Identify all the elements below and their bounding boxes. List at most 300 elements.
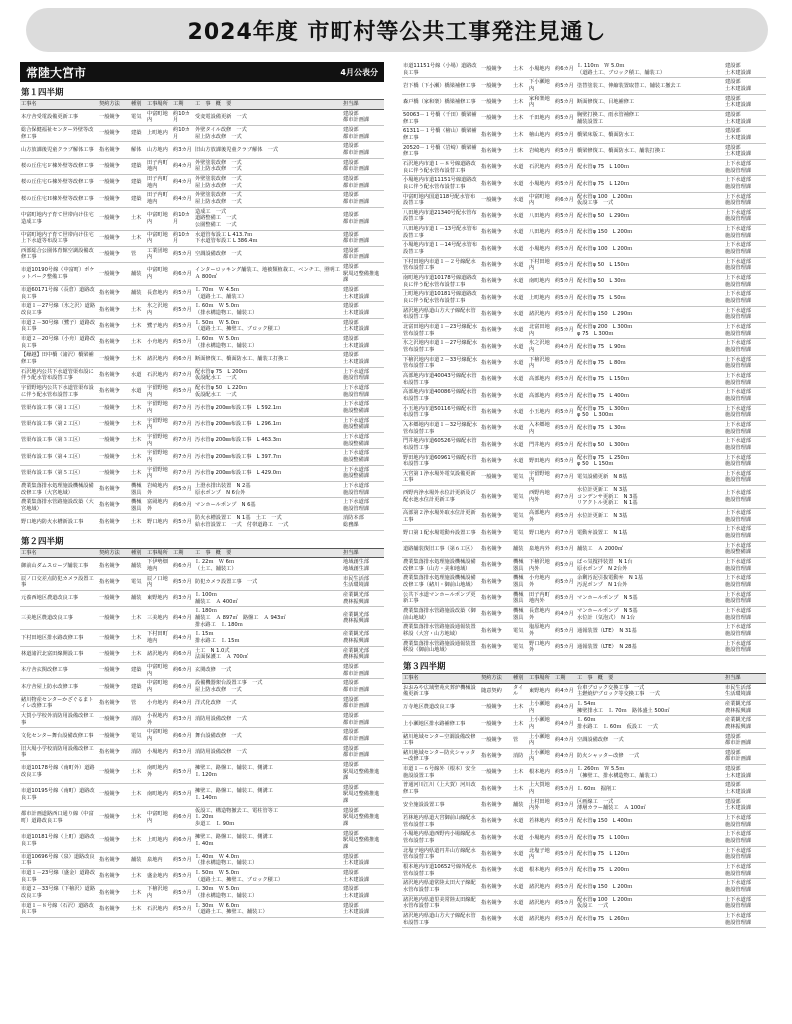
work-period-cell: 約6カ月: [172, 806, 194, 829]
department-cell: 建設部 土木建設課: [724, 62, 766, 78]
work-type-cell: 水道: [512, 371, 528, 387]
table-row: [402, 176, 766, 192]
work-name-cell: 文化センター舞台設備改修工事: [20, 728, 98, 744]
work-name-cell: 本庁舎受電設備更新工事: [20, 109, 98, 125]
contract-method-cell: 一般競争: [98, 432, 130, 448]
work-summary-cell: 防火水槽設置工 N 1基 土工 一式 給水管設置工 一式 付帯道路工 一式: [194, 514, 342, 530]
contract-method-cell: 指名競争: [98, 885, 130, 901]
work-summary-cell: 外壁タイル改修 一式 屋上防水改修 一式: [194, 125, 342, 141]
work-type-cell: 水道: [512, 306, 528, 322]
work-period-cell: 約3カ月: [172, 591, 194, 607]
column-header: 工事名: [20, 100, 98, 110]
work-type-cell: 水道: [512, 323, 528, 339]
work-name-cell: 管渠布設工事（第２工区）: [20, 416, 98, 432]
work-name-cell: 緒川地域センター防火シャッター改修工事: [402, 748, 480, 764]
work-name-cell: 農業集落排水管路施設改築（御前山地域）: [402, 606, 480, 622]
table-row: [20, 662, 384, 678]
column-header: 担当課: [342, 100, 384, 110]
work-summary-cell: 配水管φ 75 L 90ｍ: [576, 339, 724, 355]
work-period-cell: 約5カ月: [172, 869, 194, 885]
work-name-cell: 市道10181号線（上町）道路改良工事: [20, 829, 98, 852]
work-location-cell: 野口地内: [146, 514, 172, 530]
work-summary-cell: 配水管φ 100 L 200ｍ 仮設工事 一式: [576, 192, 724, 208]
work-name-cell: 南町地内市道10178号線道路改良に伴う配水管布設替工事: [402, 274, 480, 290]
work-period-cell: 約4カ月: [554, 748, 576, 764]
work-period-cell: 約3カ月: [554, 797, 576, 813]
contract-method-cell: 一般競争: [98, 400, 130, 416]
table-row: [402, 590, 766, 606]
work-type-cell: 土木: [130, 806, 146, 829]
work-location-cell: 辰ノ口地内: [146, 574, 172, 590]
table-row: [402, 371, 766, 387]
work-name-cell: 高部地内市道40043号線配水管布設替工事: [402, 371, 480, 387]
contract-method-cell: 一般競争: [98, 351, 130, 367]
table-row: [402, 683, 766, 699]
column-header: 工事名: [402, 673, 480, 683]
table-row: [402, 846, 766, 862]
work-name-cell: 小場地内県道西野内小場線配水管布設替工事: [402, 830, 480, 846]
work-location-cell: 宇留野地内: [146, 432, 172, 448]
contract-method-cell: 指名競争: [480, 453, 512, 469]
work-period-cell: 約5カ月: [554, 574, 576, 590]
work-summary-cell: 設備機器架台設置工事 一式 屋上防水改修 一式: [194, 679, 342, 695]
work-period-cell: 約7カ月: [172, 416, 194, 432]
work-location-cell: 諸沢地内: [528, 895, 554, 911]
table-row: [20, 885, 384, 901]
work-summary-cell: Ｌ 30ｍ Ｗ 6.0ｍ （道路土工、擁壁工、舗装工）: [194, 901, 342, 917]
department-cell: 上下水道部 施設管理課: [724, 863, 766, 879]
work-name-cell: 西部総合公園体育館空調設備改修工事: [20, 246, 98, 262]
work-type-cell: 土木: [130, 514, 146, 530]
work-summary-cell: 電気設備更新 N 8基: [576, 469, 724, 485]
department-cell: 建設部 都市計画課: [342, 230, 384, 246]
department-cell: 上下水道部 施設管理課: [724, 420, 766, 436]
table-row: [402, 257, 766, 273]
work-name-cell: 山方放課後児童クラブ解体工事: [20, 142, 98, 158]
work-period-cell: 約5カ月: [554, 78, 576, 94]
work-period-cell: 約7カ月: [172, 400, 194, 416]
table-row: [20, 432, 384, 448]
work-location-cell: 上小瀬地内: [528, 699, 554, 715]
work-summary-cell: 橋梁床版工、橋面防水工: [576, 127, 724, 143]
work-name-cell: 野口第１配水場電動弁設置工事: [402, 525, 480, 541]
contract-method-cell: 一般競争: [480, 78, 512, 94]
work-location-cell: 氷之沢地内: [528, 339, 554, 355]
work-type-cell: 土木: [512, 699, 528, 715]
department-cell: 上下水道部 施設管理課: [724, 208, 766, 224]
work-location-cell: 中富町地内: [146, 728, 172, 744]
work-period-cell: 約5カ月: [554, 911, 576, 927]
work-summary-cell: 防火シャッター改修 一式: [576, 748, 724, 764]
department-cell: 上下水道部 施設管理課: [724, 639, 766, 655]
department-cell: 上下水道部 施設管理課: [724, 192, 766, 208]
work-name-cell: 管渠布設工事（第３工区）: [20, 432, 98, 448]
work-period-cell: 約7カ月: [172, 465, 194, 481]
work-summary-cell: 配水管φ 75 L 400ｍ: [576, 388, 724, 404]
department-cell: 上下水道部 施設管理課: [724, 911, 766, 927]
work-location-cell: 諸沢地内: [528, 306, 554, 322]
work-location-cell: 宇留野地内: [146, 416, 172, 432]
work-period-cell: 約5カ月: [554, 623, 576, 639]
table-row: [20, 760, 384, 783]
work-period-cell: 約5カ月: [554, 781, 576, 797]
work-name-cell: 市道１－６号線外（根本）安全施設設置工事: [402, 765, 480, 781]
work-name-cell: 20520－１号橋（岩崎）橋梁補修工事: [402, 143, 480, 159]
work-period-cell: 約7カ月: [172, 432, 194, 448]
table-row: [20, 286, 384, 302]
work-period-cell: 約5カ月: [554, 241, 576, 257]
work-name-cell: 北塩子地内県道円井山方線配水管布設替工事: [402, 846, 480, 862]
department-cell: 産業観光部 農林振興課: [342, 591, 384, 607]
work-location-cell: 中富町地内: [528, 192, 554, 208]
work-location-cell: 東野地内: [528, 683, 554, 699]
contract-method-cell: 指名競争: [98, 142, 130, 158]
work-location-cell: 中富町地内: [146, 806, 172, 829]
table-row: [20, 695, 384, 711]
department-cell: 産業観光部 農林振興課: [342, 646, 384, 662]
work-name-cell: 大賀小学校外消防用設備改修工事: [20, 711, 98, 727]
work-period-cell: 約5カ月: [554, 558, 576, 574]
work-summary-cell: 区画線工 一式 薄層カラー舗装工 Ａ 100㎡: [576, 797, 724, 813]
work-name-cell: 本庁舎屋上防水改修工事: [20, 679, 98, 695]
department-cell: 建設部 都市計画課: [342, 695, 384, 711]
contract-method-cell: 指名競争: [480, 437, 512, 453]
works-table: [20, 548, 384, 918]
table-row: [402, 192, 766, 208]
work-type-cell: 土木: [130, 400, 146, 416]
work-period-cell: 約5カ月: [172, 302, 194, 318]
work-type-cell: 建築: [130, 125, 146, 141]
work-name-cell: 高部第２浄水場外取水位計更新工事: [402, 509, 480, 525]
contract-method-cell: 一般競争: [98, 591, 130, 607]
work-summary-cell: 造成工 一式 道路整備工 一式 公園整備工 一式: [194, 207, 342, 230]
work-summary-cell: 汚水管φ 200㎜布設工事 L 296.1ｍ: [194, 416, 342, 432]
contract-method-cell: 指名競争: [480, 606, 512, 622]
work-type-cell: 建築: [130, 174, 146, 190]
contract-method-cell: 指名競争: [480, 486, 512, 509]
work-location-cell: 家和楽地内: [528, 94, 554, 110]
table-row: [402, 814, 766, 830]
work-summary-cell: 配水管φ 75 L 50ｍ: [576, 290, 724, 306]
work-period-cell: 約4カ月: [554, 716, 576, 732]
work-period-cell: 約6カ月: [172, 679, 194, 695]
department-cell: 上下水道部 施設管理課: [724, 895, 766, 911]
work-location-cell: 小舟地内外: [528, 574, 554, 590]
table-row: [20, 607, 384, 630]
table-row: [20, 591, 384, 607]
work-type-cell: 建築: [130, 158, 146, 174]
work-summary-cell: 台車ブロック交換工事 一式 主燃焼炉ブロック等交換工事 一式: [576, 683, 724, 699]
work-name-cell: 市道２－33号線（下檜沢）道路改良工事: [20, 885, 98, 901]
department-cell: 上下水道部 施設管理課: [724, 437, 766, 453]
department-cell: 建設部 都市計画課: [342, 679, 384, 695]
work-period-cell: 約10カ月: [172, 230, 194, 246]
work-type-cell: 水道: [512, 355, 528, 371]
department-cell: 上下水道部 施設管理課: [724, 388, 766, 404]
department-cell: 市民生活部 生活環境課: [724, 683, 766, 699]
department-cell: 上下水道部 施設管理課: [724, 606, 766, 622]
work-name-cell: 石沢地内市道１－８号線道路改良に伴う配水管布設替工事: [402, 159, 480, 175]
work-summary-cell: 断面修復工、橋面防水工、舗装工打換工: [194, 351, 342, 367]
work-location-cell: 小場地内: [528, 830, 554, 846]
department-cell: 建設部 都市計画課: [342, 125, 384, 141]
contract-method-cell: 一般競争: [98, 806, 130, 829]
work-name-cell: 農業集落排水処理施設機械設備改修工事（山方・美和地域）: [402, 558, 480, 574]
work-location-cell: 下檜沢地内: [146, 885, 172, 901]
work-location-cell: 上町地内: [146, 829, 172, 852]
contract-method-cell: 一般競争: [98, 711, 130, 727]
work-name-cell: 森戸橋（家和楽）橋梁補修工事: [402, 94, 480, 110]
work-name-cell: 野田地内市道60961号線配水管布設替工事: [402, 453, 480, 469]
work-name-cell: おおみや広域聖苑火葬炉機械設備更新工事: [402, 683, 480, 699]
contract-method-cell: 一般競争: [98, 263, 130, 286]
work-period-cell: 約6カ月: [172, 662, 194, 678]
work-type-cell: 土木: [130, 207, 146, 230]
work-location-cell: 小舟地内: [146, 335, 172, 351]
work-name-cell: 管渠布設工事（第５工区）: [20, 465, 98, 481]
work-summary-cell: 擁壁工、路盤工、舗装工、側溝工 Ｌ 140ｍ: [194, 783, 342, 806]
contract-method-cell: 一般競争: [98, 760, 130, 783]
work-period-cell: 約4カ月: [554, 683, 576, 699]
department-cell: 上下水道部 施設管理課: [724, 846, 766, 862]
work-summary-cell: Ｌ 30ｍ Ｗ 5.0ｍ （排水構造物工、舗装工）: [194, 885, 342, 901]
work-location-cell: 三美地内: [146, 607, 172, 630]
work-summary-cell: 配水管φ 150 L 400ｍ: [576, 814, 724, 830]
work-type-cell: 舗装: [512, 797, 528, 813]
work-summary-cell: 配水管φ 50 L 150ｍ: [576, 257, 724, 273]
work-period-cell: 約5カ月: [554, 388, 576, 404]
work-period-cell: 約5カ月: [554, 371, 576, 387]
work-summary-cell: 断面修復工、目地補修工: [576, 94, 724, 110]
department-cell: 上下水道部 施設管理課: [342, 383, 384, 399]
work-summary-cell: 配水管φ 75 L 120ｍ: [576, 176, 724, 192]
table-row: [402, 208, 766, 224]
work-summary-cell: 仮設工、構造物撤去工、電柱管等工 Ｌ 20ｍ 歩道工 Ｌ 90ｍ: [194, 806, 342, 829]
work-name-cell: 緒川地域センター空調設備改修工事: [402, 732, 480, 748]
contract-method-cell: 指名競争: [480, 143, 512, 159]
table-row: [20, 246, 384, 262]
work-period-cell: 約4カ月: [172, 607, 194, 630]
work-period-cell: 約6カ月: [172, 728, 194, 744]
contract-method-cell: 指名競争: [480, 225, 512, 241]
work-summary-cell: 水位計更新工 N 3基: [576, 509, 724, 525]
works-table: [402, 62, 766, 656]
work-period-cell: 約7カ月: [172, 367, 194, 383]
contract-method-cell: 指名競争: [480, 574, 512, 590]
column-header: 工 事 概 要: [576, 673, 724, 683]
work-name-cell: 入本郷地内市道１－32号線配水管布設替工事: [402, 420, 480, 436]
work-period-cell: 約10カ月: [172, 207, 194, 230]
column-header: 工期: [554, 673, 576, 683]
works-table: [402, 673, 766, 928]
table-row: [20, 318, 384, 334]
contract-method-cell: 指名競争: [480, 797, 512, 813]
contract-method-cell: 一般競争: [480, 62, 512, 78]
contract-method-cell: 指名競争: [480, 863, 512, 879]
work-period-cell: 約5カ月: [554, 208, 576, 224]
work-name-cell: 小場地内市道11151号線道路改良に伴う配水管布設替工事: [402, 176, 480, 192]
work-type-cell: 機械器具: [512, 558, 528, 574]
table-row: [20, 744, 384, 760]
work-location-cell: 長倉地内: [146, 286, 172, 302]
work-location-cell: 野田地内: [528, 453, 554, 469]
work-summary-cell: 配水管φ 200 L 300ｍ φ 75 L 300ｍ: [576, 323, 724, 339]
contract-method-cell: 指名競争: [480, 879, 512, 895]
table-row: [402, 879, 766, 895]
table-row: [402, 225, 766, 241]
work-period-cell: 約5カ月: [554, 94, 576, 110]
work-summary-cell: マンホールポンプ N 6基: [194, 498, 342, 514]
table-row: [402, 863, 766, 879]
contract-method-cell: 指名競争: [480, 176, 512, 192]
work-name-cell: 市道10190号線（中富町）ポケットパーク整備工事: [20, 263, 98, 286]
work-location-cell: 小祝地内外: [146, 711, 172, 727]
work-location-cell: 下村田地内: [528, 257, 554, 273]
work-period-cell: 約5カ月: [554, 639, 576, 655]
work-type-cell: 土木: [130, 630, 146, 646]
contract-method-cell: 指名競争: [480, 558, 512, 574]
work-name-cell: 管渠布設工事（第１工区）: [20, 400, 98, 416]
work-summary-cell: 配水管φ 75 L 80ｍ: [576, 355, 724, 371]
work-type-cell: 水道: [512, 453, 528, 469]
work-location-cell: 田子内町地内外: [528, 590, 554, 606]
table-row: [402, 62, 766, 78]
work-type-cell: 水道: [512, 257, 528, 273]
work-period-cell: 約5カ月: [554, 225, 576, 241]
column-header: 工事場所: [528, 673, 554, 683]
department-cell: 上下水道部 施設管理課: [724, 830, 766, 846]
work-location-cell: 上町地内: [528, 290, 554, 306]
work-type-cell: 水道: [512, 225, 528, 241]
table-row: [402, 797, 766, 813]
work-summary-cell: 洋式化改修 一式: [194, 695, 342, 711]
contract-method-cell: 一般競争: [98, 449, 130, 465]
work-summary-cell: 配水管φ 75 L 100ｍ: [576, 830, 724, 846]
work-name-cell: 農業集落排水管路施設通報装置移設（御前山地域）: [402, 639, 480, 655]
work-summary-cell: 橋梁修復工、橋面防水工、舗装打換工: [576, 143, 724, 159]
column-header: 工 事 概 要: [194, 548, 342, 558]
department-cell: 上下水道部 施設管理課: [342, 367, 384, 383]
work-type-cell: 土木: [130, 829, 146, 852]
work-period-cell: 約5カ月: [172, 318, 194, 334]
work-type-cell: 土木: [512, 110, 528, 126]
department-cell: 建設部 土木建設課: [724, 94, 766, 110]
work-name-cell: 宇留野地内公共下水道管渠布設に伴う配水管布設替工事: [20, 383, 98, 399]
table-row: [20, 351, 384, 367]
work-period-cell: 約5カ月: [554, 453, 576, 469]
table-row: [402, 525, 766, 541]
work-summary-cell: 受変電設備更新 一式: [194, 109, 342, 125]
contract-method-cell: 一般競争: [480, 469, 512, 485]
work-type-cell: タイル: [512, 683, 528, 699]
table-row: [20, 174, 384, 190]
table-row: [20, 852, 384, 868]
department-cell: 地域創生部 地域創生課: [342, 558, 384, 574]
work-name-cell: 八田地内市道21340号配水管布設替工事: [402, 208, 480, 224]
work-name-cell: 御前山ダムスロープ舗装工事: [20, 558, 98, 574]
work-location-cell: 泉地内外: [528, 541, 554, 557]
department-cell: 上下水道部 施設管理課: [724, 469, 766, 485]
department-cell: 建設部 都市計画課: [724, 732, 766, 748]
work-location-cell: 岩崎地内外: [146, 481, 172, 497]
work-summary-cell: Ｌ 60ｍ 掘削工: [576, 781, 724, 797]
work-summary-cell: 配水管φ 50 L 30ｍ: [576, 274, 724, 290]
work-summary-cell: 配水管φ 75 L 200ｍ: [576, 863, 724, 879]
work-name-cell: 小玉地内市道50116号線配水管布設替工事: [402, 404, 480, 420]
contract-method-cell: 指名競争: [98, 318, 130, 334]
department-cell: 上下水道部 施設管理課: [342, 498, 384, 514]
work-period-cell: 約5カ月: [554, 159, 576, 175]
contract-method-cell: 一般競争: [98, 829, 130, 852]
work-period-cell: 約4カ月: [172, 191, 194, 207]
contract-method-cell: 指名競争: [480, 159, 512, 175]
work-period-cell: 約5カ月: [554, 509, 576, 525]
work-name-cell: 農業集落排水処理施設機械設備改修工事（緒川・御前山地域）: [402, 574, 480, 590]
work-location-cell: 下檜沢地内外: [528, 558, 554, 574]
department-cell: 建設部 都市計画課: [342, 191, 384, 207]
contract-method-cell: 一般競争: [98, 125, 130, 141]
department-cell: 建設部 都市計画課: [342, 711, 384, 727]
work-summary-cell: 余剰汚泥引抜電動弁 N 1基 汚泥ポンプ N 1台外: [576, 574, 724, 590]
department-cell: 建設部 駅周辺整備推進課: [342, 263, 384, 286]
work-summary-cell: 土工 N 1.0式 法面保護工 Ａ 700㎡: [194, 646, 342, 662]
quarter-title: 第１四半期: [21, 88, 64, 98]
work-location-cell: 小舟地内: [146, 695, 172, 711]
work-type-cell: 土木: [512, 127, 528, 143]
table-row: [402, 159, 766, 175]
work-summary-cell: マンホールポンプ N 5基 水位計（気泡式） N 1台: [576, 606, 724, 622]
work-type-cell: 電気: [512, 486, 528, 509]
work-summary-cell: Ｌ 50ｍ Ｗ 5.0ｍ （道路土工、擁壁工、ブロック積工）: [194, 869, 342, 885]
department-cell: 上下水道部 施設管理課: [724, 290, 766, 306]
table-header-row: [402, 673, 766, 683]
contract-method-cell: 一般競争: [480, 192, 512, 208]
work-period-cell: 約5カ月: [554, 274, 576, 290]
work-name-cell: 市道２－20号線（小舟）道路改良工事: [20, 335, 98, 351]
work-period-cell: 約6カ月: [172, 558, 194, 574]
contract-method-cell: 一般競争: [480, 110, 512, 126]
work-location-cell: 中富町地内: [146, 207, 172, 230]
work-name-cell: 旧大場小学校消防用設備改修工事: [20, 744, 98, 760]
department-cell: 上下水道部 施設管理課: [724, 274, 766, 290]
work-location-cell: 南町地内: [146, 783, 172, 806]
work-period-cell: 約5カ月: [172, 574, 194, 590]
work-name-cell: 農業集落排水管路施設通報装置移設（大宮・山方地域）: [402, 623, 480, 639]
department-cell: 産業観光部 農林振興課: [342, 630, 384, 646]
work-location-cell: 上大賀地内: [528, 781, 554, 797]
work-summary-cell: マンホールポンプ N 5基: [576, 590, 724, 606]
work-period-cell: 約5カ月: [172, 783, 194, 806]
department-cell: 建設部 都市計画課: [342, 662, 384, 678]
contract-method-cell: 指名競争: [98, 901, 130, 917]
contract-method-cell: 指名競争: [480, 895, 512, 911]
work-name-cell: 上小瀬地区排水路補修工事: [402, 716, 480, 732]
work-summary-cell: Ｌ 50ｍ Ｗ 5.0ｍ （道路土工、擁壁工、ブロック積工）: [194, 318, 342, 334]
table-row: [402, 274, 766, 290]
work-name-cell: 上町地内市道10181号線道路改良に伴う配水管布設替工事: [402, 290, 480, 306]
city-name: 常陸大宮市: [26, 65, 87, 80]
work-period-cell: 約5カ月: [554, 306, 576, 322]
work-type-cell: 電気: [512, 469, 528, 485]
work-location-cell: 田子内町地内: [146, 191, 172, 207]
work-name-cell: 三美地区農道改良工事: [20, 607, 98, 630]
work-period-cell: 約5カ月: [554, 814, 576, 830]
work-summary-cell: Ｌ 60ｍ Ｗ 5.0ｍ （排水構造物工、舗装工）: [194, 335, 342, 351]
contract-method-cell: 一般競争: [98, 246, 130, 262]
table-row: [402, 127, 766, 143]
department-cell: 産業観光部 農林振興課: [342, 607, 384, 630]
work-name-cell: 諸沢地内県道里美常陸太田線配水管布設替工事: [402, 895, 480, 911]
